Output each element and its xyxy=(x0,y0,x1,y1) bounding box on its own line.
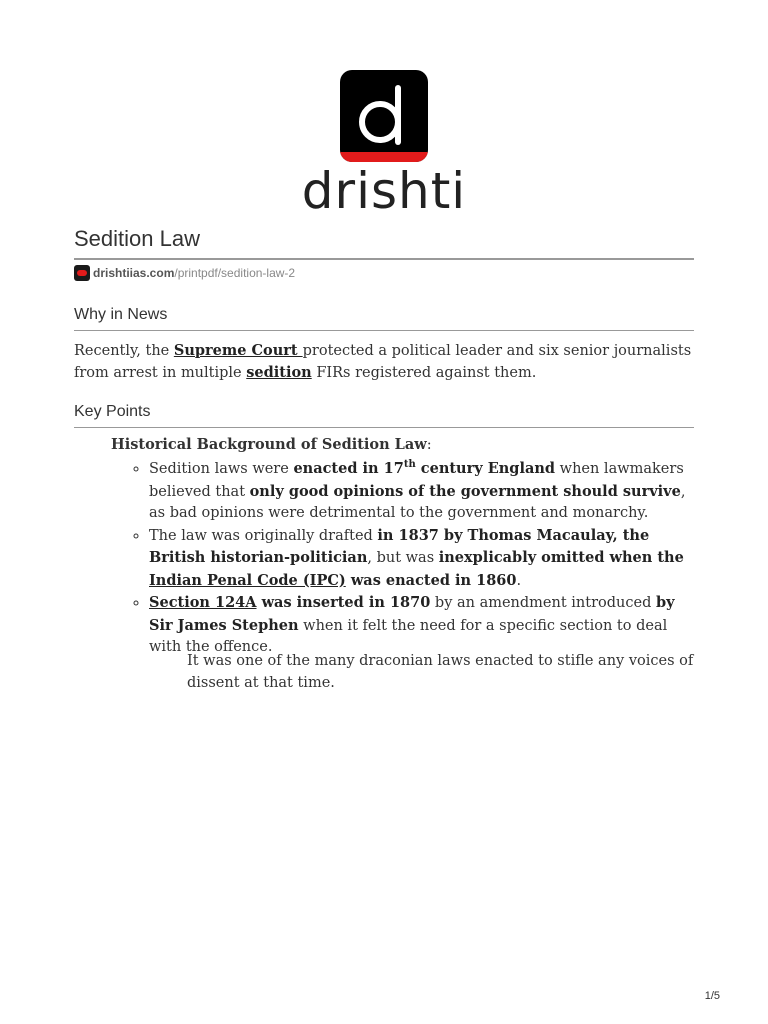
list-item: ◦ The law was originally drafted in 1837 by Thomas Macaulay, the British historian-politician, but was inexplicably omitted when the Indian Penal Code (IPC) was enacted in 1860. xyxy=(149,525,689,593)
logo xyxy=(0,70,768,166)
key-points-heading: Key Points xyxy=(74,403,694,428)
supreme-court-link[interactable]: Supreme Court xyxy=(173,342,303,359)
source-domain[interactable]: drishtiias.com xyxy=(93,266,175,280)
sedition-link[interactable]: sedition xyxy=(246,364,312,381)
page-title: Sedition Law xyxy=(74,226,694,260)
page-number: 1/5 xyxy=(704,990,720,1002)
why-in-news-heading: Why in News xyxy=(74,306,694,331)
list-item: ◦ Section 124A was inserted in 1870 by an amendment introduced by Sir James Stephen when it felt the need for a specific section to deal with the offence. xyxy=(149,592,689,659)
list-item: ◦ Sedition laws were enacted in 17th century England when lawmakers believed that only good opinions of the government should survive, as bad opinions were detrimental to the government and monarchy. xyxy=(149,458,689,525)
logo-icon xyxy=(340,70,428,162)
favicon-icon xyxy=(74,265,90,281)
historical-background-heading: Historical Background of Sedition Law: xyxy=(111,436,432,453)
key-points-list xyxy=(131,458,689,659)
logo-red-stripe xyxy=(340,152,428,162)
ipc-link[interactable]: Indian Penal Code (IPC) xyxy=(149,571,346,589)
source-link[interactable] xyxy=(74,265,295,281)
source-path[interactable]: /printpdf/sedition-law-2 xyxy=(174,266,296,280)
section-124a-link[interactable]: Section 124A xyxy=(149,594,257,611)
logo-wordmark: drishti xyxy=(301,162,467,220)
sub-point: It was one of the many draconian laws enacted to stifle any voices of dissent at that time. xyxy=(187,653,694,691)
why-in-news-paragraph: Recently, the Supreme Court protected a political leader and six senior journalists from arrest in multiple sedition FIRs registered against them. xyxy=(74,342,692,381)
